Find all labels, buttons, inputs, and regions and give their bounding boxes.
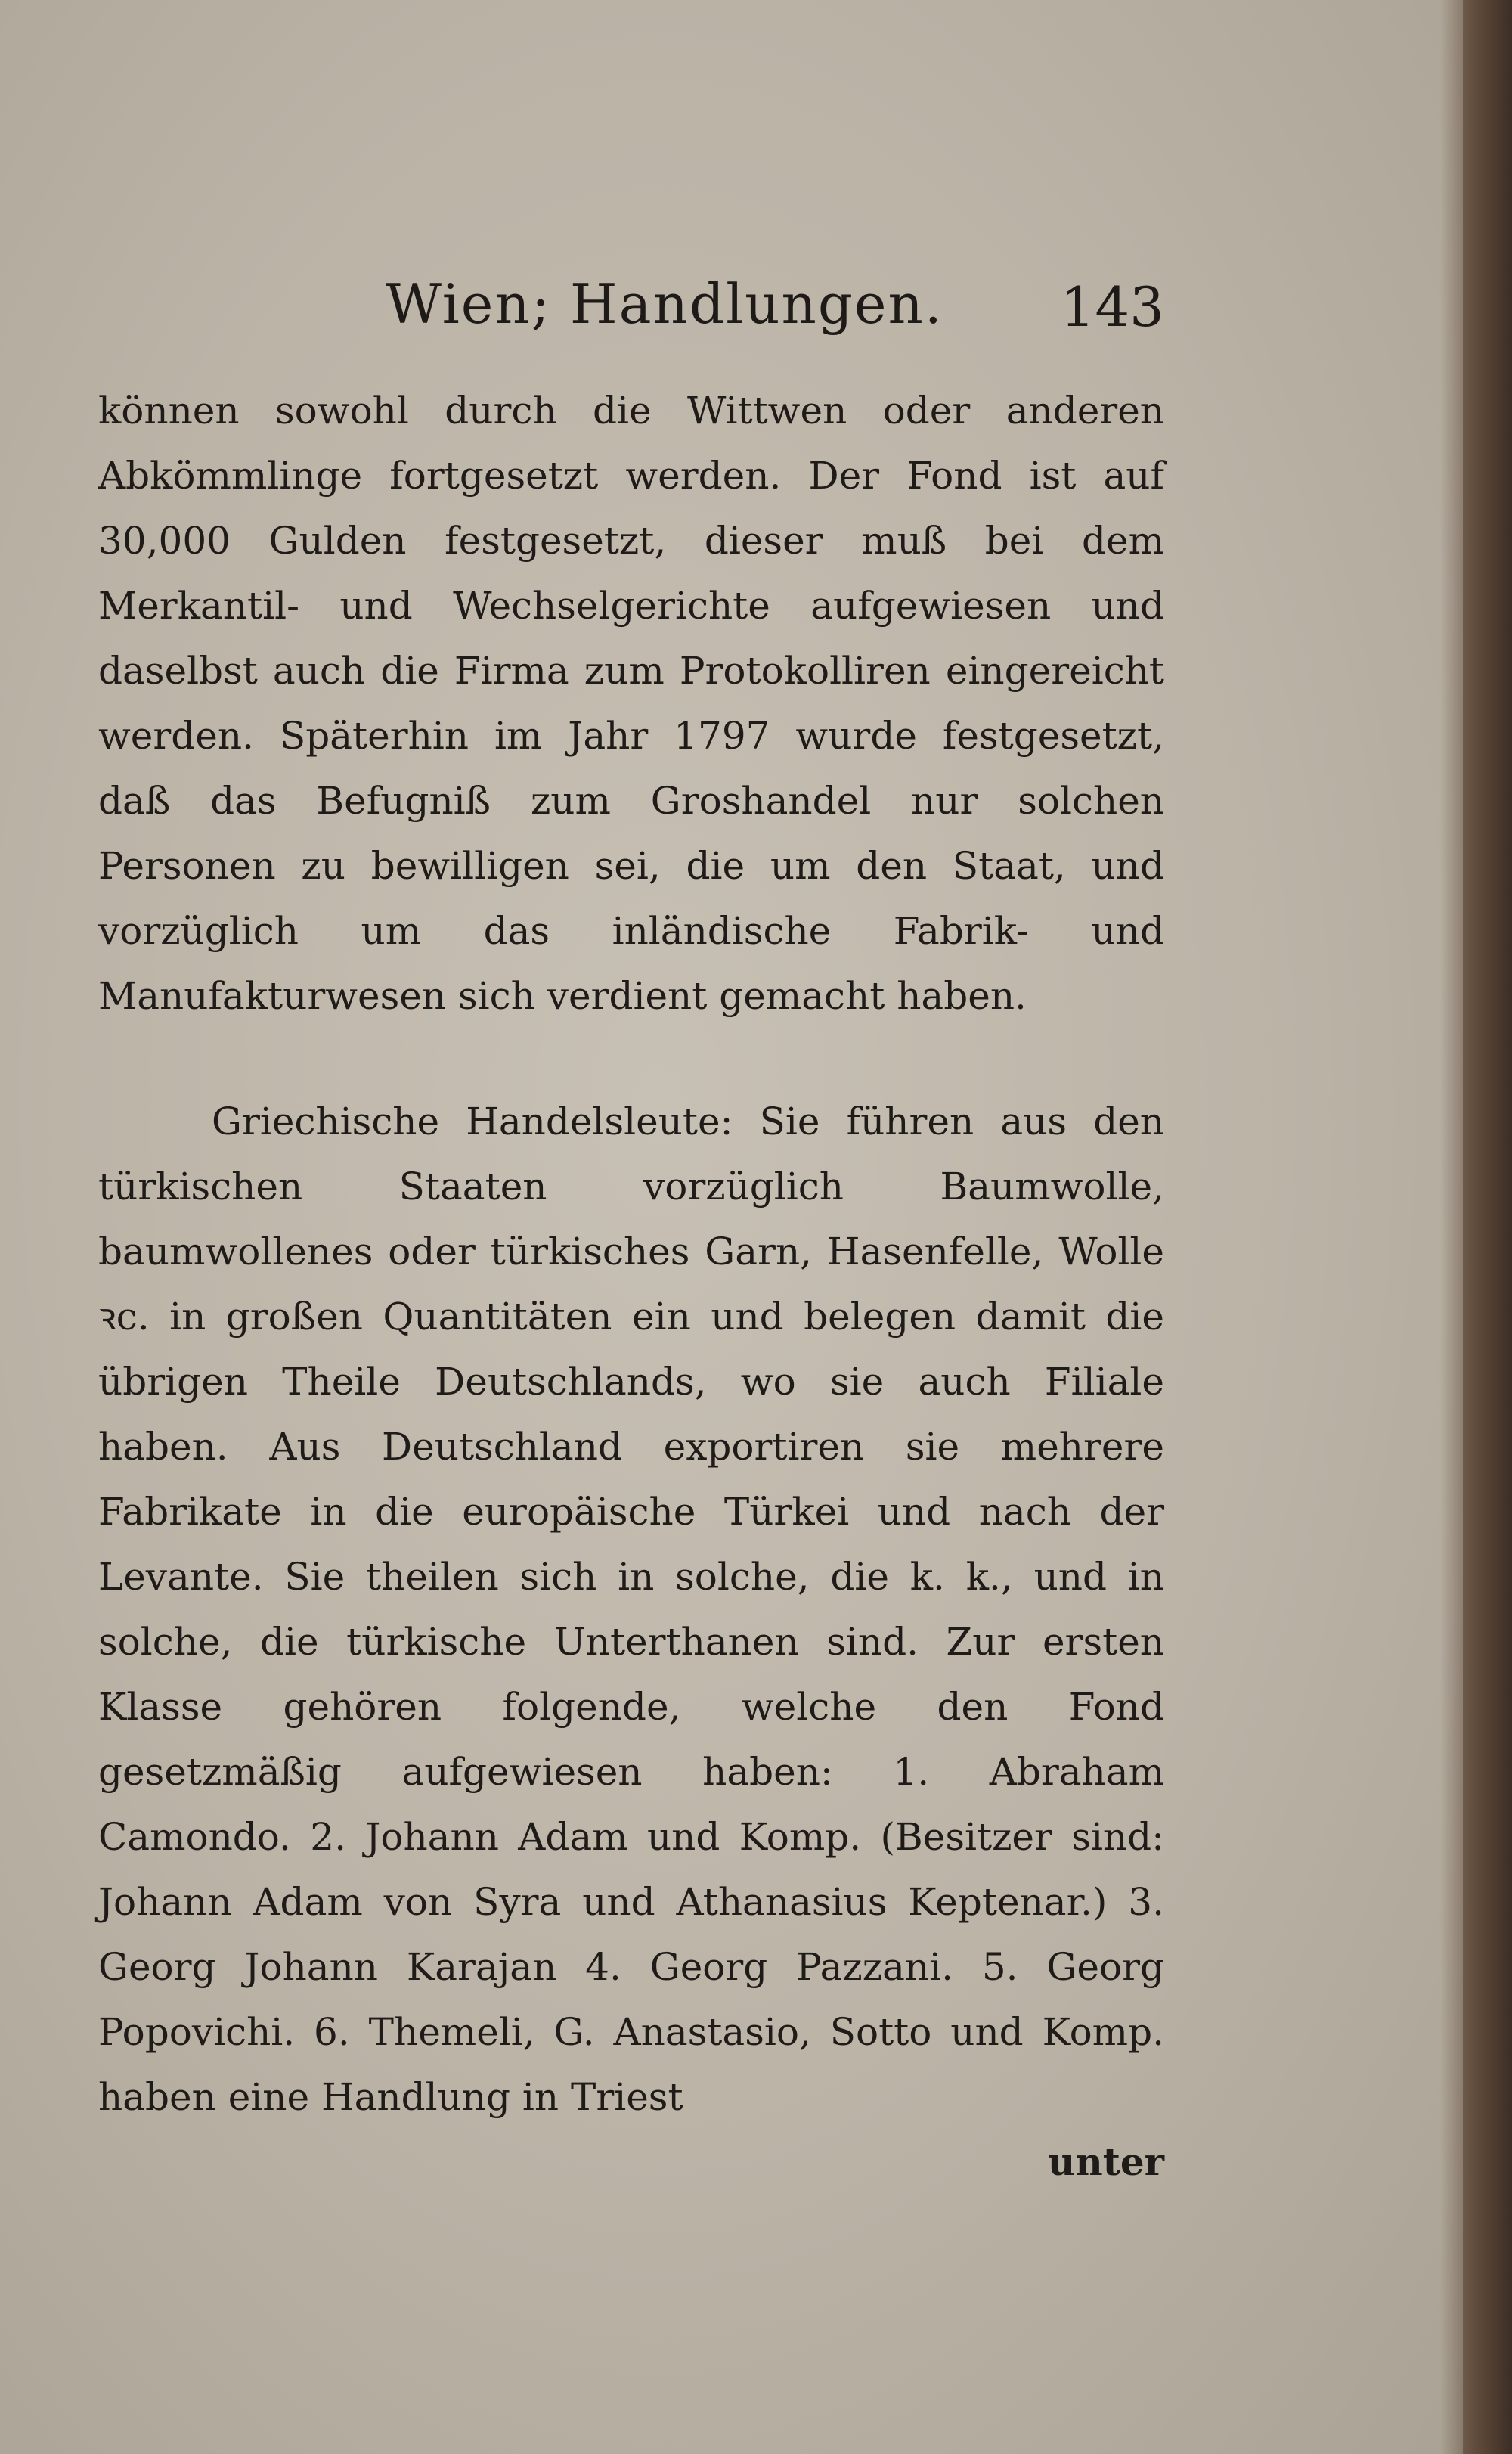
page-gutter-shadow	[1440, 0, 1463, 2454]
page-number: 143	[1060, 275, 1164, 339]
paragraph-fond	[98, 378, 1164, 1028]
book-edge	[1463, 0, 1512, 2454]
paragraph-text: Griechische Handelsleute: Sie führen aus den türkischen Staaten vorzüglich Baumwolle, baumwollenes oder türkisches Garn, Hasenfelle, Wolle ꝛc. in großen Quantitäten ein und belegen damit die übrigen Theile Deutschlands, wo sie auch Filiale haben. Aus Deutschland exportiren sie mehrere Fabrikate in die europäische Türkei und nach der Levante. Sie theilen sich in solche, die k. k., und in solche, die türkische Unterthanen sind. Zur ersten Klasse gehören folgende, welche den Fond gesetzmäßig aufgewiesen haben: 1. Abraham Camondo. 2. Johann Adam und Komp. (Besitzer sind: Johann Adam von Syra und Athanasius Keptenar.) 3. Georg Johann Karajan 4. Georg Pazzani. 5. Georg Popovichi. 6. Themeli, G. Anastasio, Sotto und Komp. haben eine Handlung in Triest	[98, 1100, 1164, 2119]
catchword: unter	[1048, 2139, 1164, 2184]
page-header	[98, 272, 1164, 340]
paragraph-greek-merchants	[98, 1089, 1164, 2195]
running-title: Wien; Handlungen.	[386, 272, 943, 336]
paragraph-text: können sowohl durch die Wittwen oder anderen Abkömmlinge fortgesetzt werden. Der Fond ist auf 30,000 Gulden festgesetzt, dieser muß bei dem Merkantil- und Wechselgerichte aufgewiesen und daselbst auch die Firma zum Protokolliren eingereicht werden. Späterhin im Jahr 1797 wurde festgesetzt, daß das Befugniß zum Groshandel nur solchen Personen zu bewilligen sei, die um den Staat, und vorzüglich um das inländische Fabrik- und Manufakturwesen sich verdient gemacht haben.	[98, 389, 1164, 1018]
